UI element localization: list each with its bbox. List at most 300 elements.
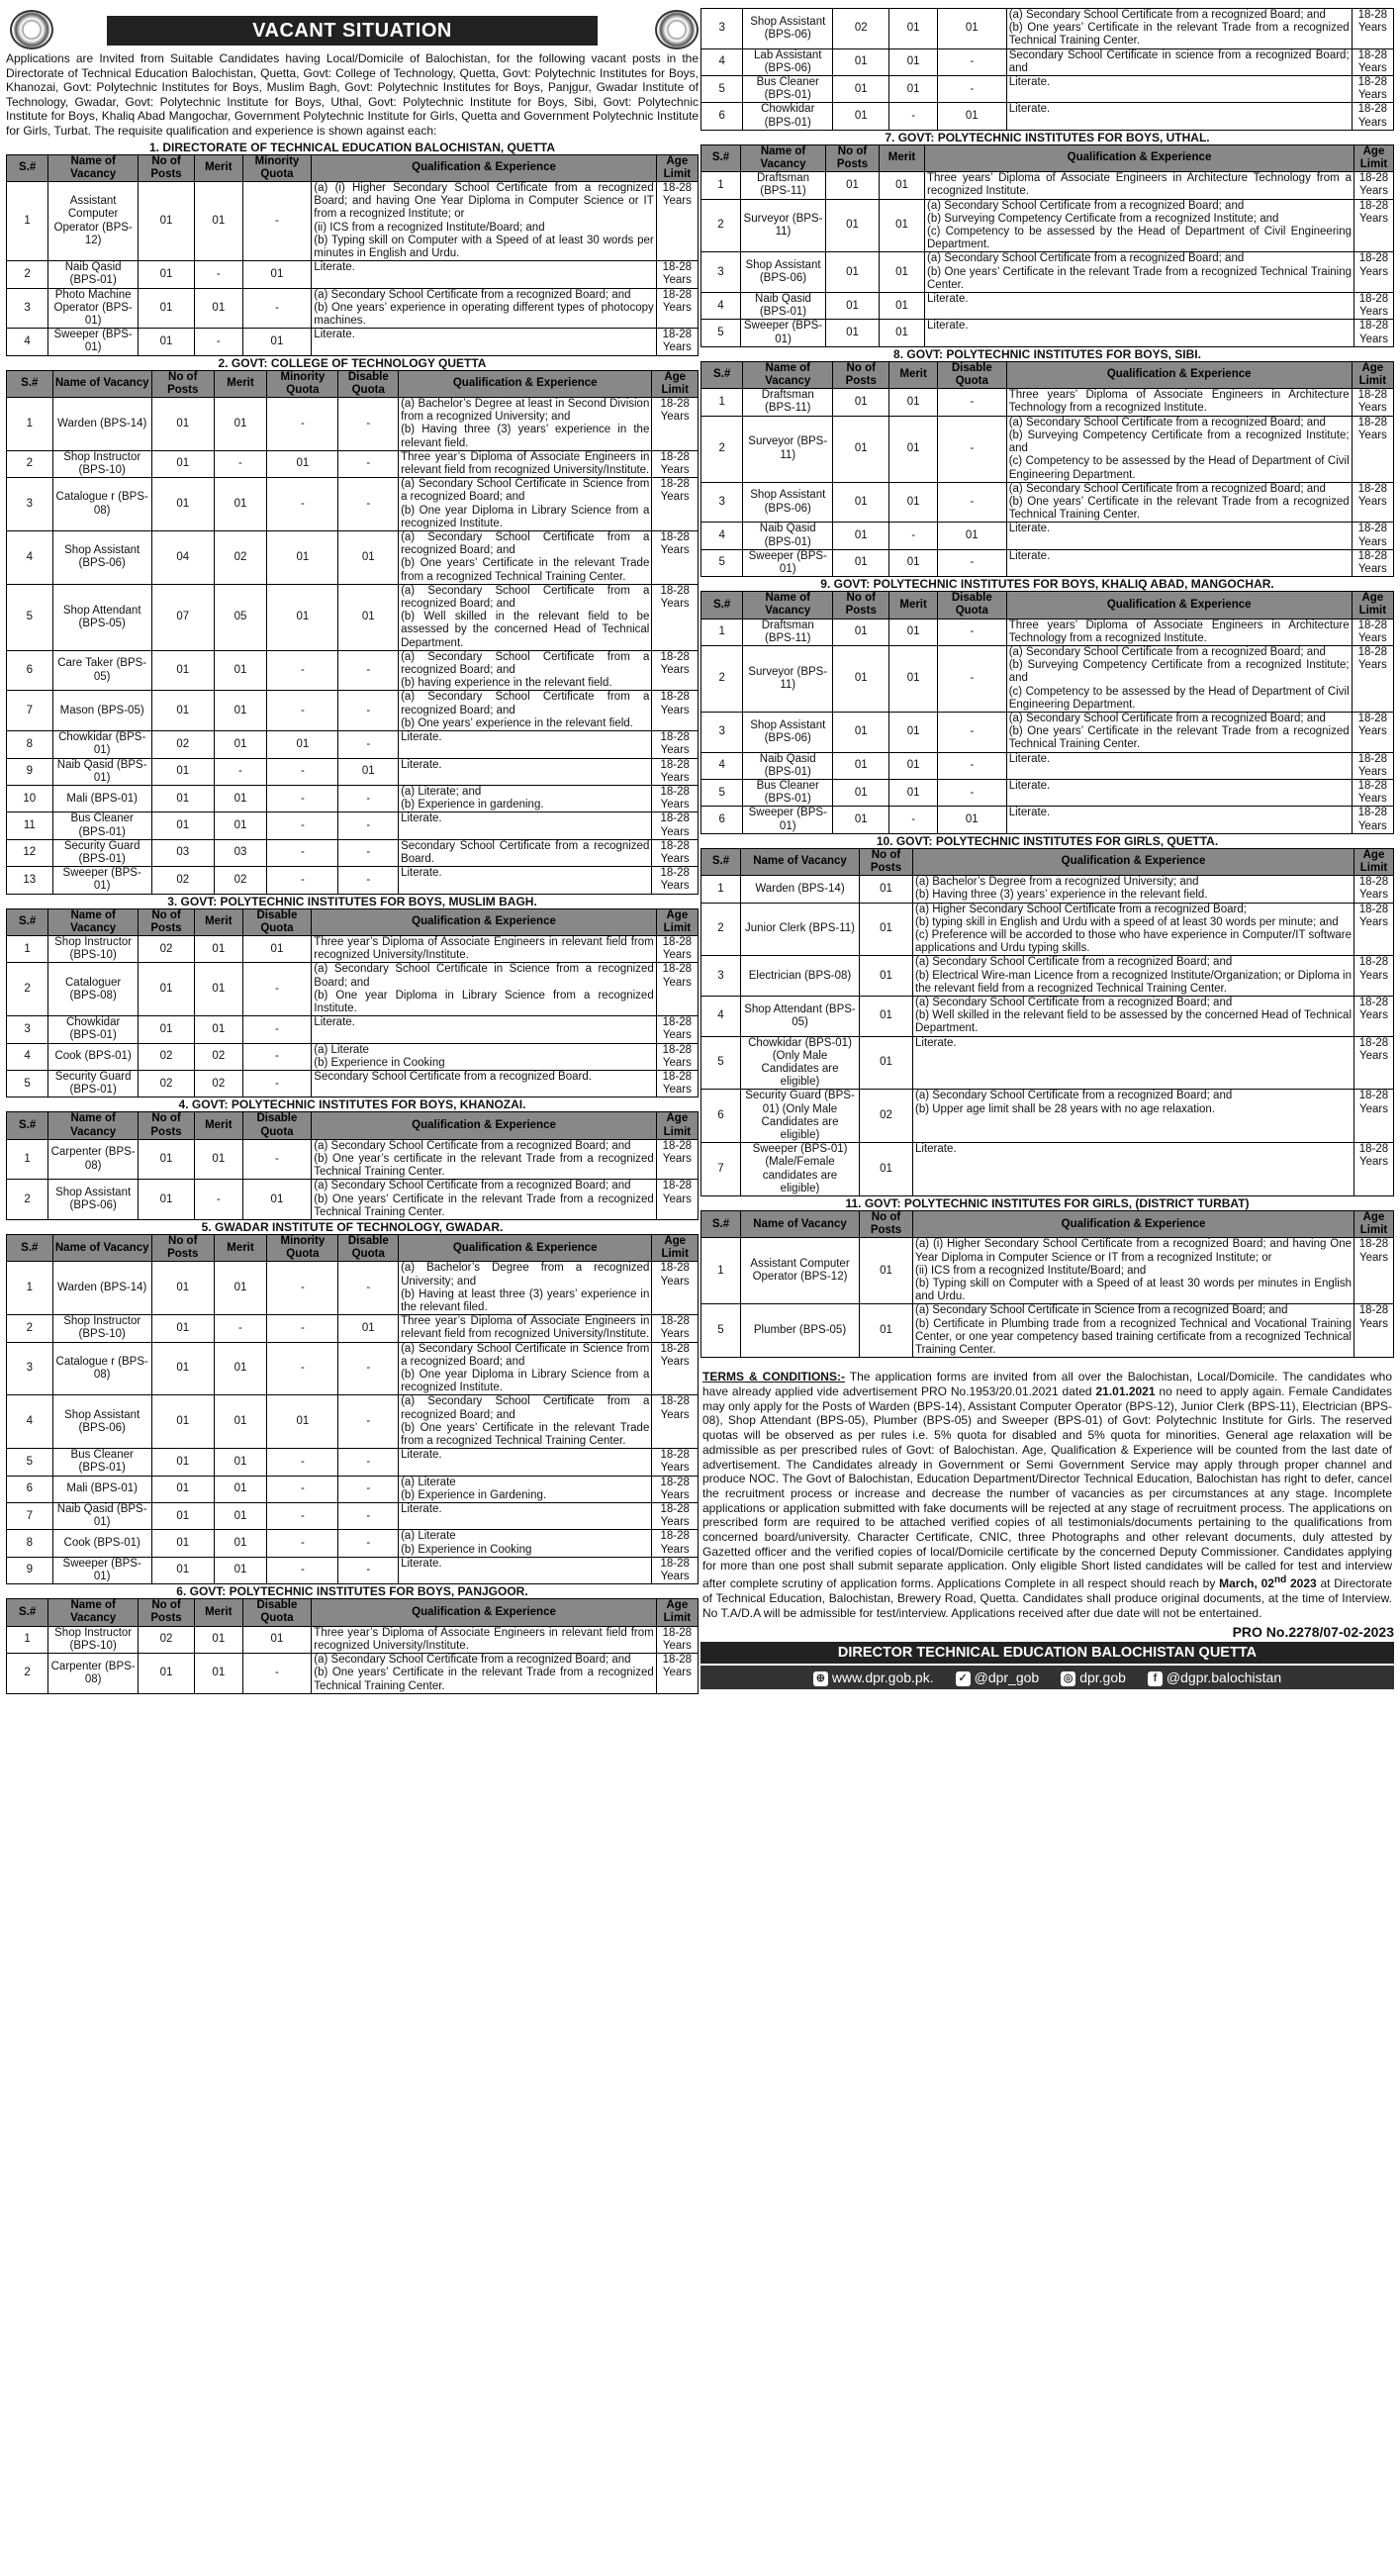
cell: -: [214, 758, 267, 785]
column-header: No of Posts: [139, 1112, 195, 1139]
column-header: Merit: [214, 1235, 267, 1262]
age-limit-cell: 18-28 Years: [1354, 252, 1394, 293]
cell: 01: [826, 252, 880, 293]
cell: -: [937, 645, 1006, 712]
cell: 01: [214, 1449, 267, 1476]
cell: 3: [7, 478, 53, 531]
age-limit-cell: 18-28 Years: [652, 867, 699, 894]
age-limit-cell: 18-28 Years: [1354, 293, 1394, 320]
column-header: Age Limit: [656, 908, 698, 935]
cell: 4: [7, 531, 53, 585]
cell: -: [338, 1449, 399, 1476]
cell: 01: [195, 963, 243, 1016]
section-title: 7. GOVT: POLYTECHNIC INSTITUTES FOR BOYS, UTHAL.: [885, 130, 1210, 144]
column-header: No of Posts: [860, 848, 913, 875]
cell: -: [937, 48, 1006, 75]
cell: -: [338, 867, 399, 894]
cell: 8: [7, 1530, 53, 1557]
cell: 01: [880, 172, 925, 199]
age-limit-cell: 18-28 Years: [656, 1070, 698, 1097]
column-header: Age Limit: [1354, 1211, 1394, 1238]
cell: 01: [889, 752, 938, 779]
table-row: [7, 758, 699, 785]
table-row: [701, 103, 1394, 130]
qualification-cell: Secondary School Certificate from a recognized Board.: [399, 839, 652, 866]
vacancy-name-cell: Care Taker (BPS-05): [52, 650, 151, 691]
cell: -: [242, 1070, 312, 1097]
column-header: Age Limit: [656, 1112, 698, 1139]
cell: 01: [889, 48, 938, 75]
section-title: 3. GOVT: POLYTECHNIC INSTITUTES FOR BOYS, MUSLIM BAGH.: [167, 894, 537, 908]
cell: -: [338, 785, 399, 811]
age-limit-cell: 18-28 Years: [652, 650, 699, 691]
age-limit-cell: 18-28 Years: [652, 839, 699, 866]
cell: 01: [937, 807, 1006, 833]
cell: 01: [214, 812, 267, 839]
table-row: [7, 1395, 699, 1449]
qualification-cell: (a) Secondary School Certificate from a recognized Board; and (b) Surveying Competency Certificate from a recognized Institute; and (c) Competency to be assessed by the Head of Department of Civil Engineering Department.: [1006, 645, 1352, 712]
vacancy-name-cell: Shop Assistant (BPS-06): [741, 252, 826, 293]
cell: 01: [151, 1530, 214, 1557]
qualification-cell: Three years’ Diploma of Associate Engineers in Architecture Technology from a recognized Institute.: [925, 172, 1354, 199]
cell: 1: [701, 389, 743, 416]
vacancy-name-cell: Draftsman (BPS-11): [743, 389, 833, 416]
age-limit-cell: 18-28 Years: [652, 812, 699, 839]
qualification-cell: (a) Secondary School Certificate in Science from a recognized Board; and (b) One year Diploma in Library Science from a recognized Institute.: [312, 963, 656, 1016]
qualification-cell: (a) Secondary School Certificate from a recognized Board; and (b) One year’s certificate in the relevant Trade from a recognized Technical Training Center.: [312, 1139, 656, 1180]
table-row: [7, 812, 699, 839]
column-header: Qualification & Experience: [312, 1599, 656, 1626]
cell: 01: [889, 645, 938, 712]
cell: 2: [7, 963, 48, 1016]
cell: 2: [701, 416, 743, 482]
table-row: [701, 389, 1394, 416]
column-header: No of Posts: [139, 1599, 195, 1626]
column-header: Qualification & Experience: [312, 154, 656, 181]
qualification-cell: Literate.: [399, 1449, 652, 1476]
cell: -: [267, 1262, 338, 1315]
table-row: [701, 199, 1394, 252]
cell: -: [338, 691, 399, 731]
age-limit-cell: 18-28 Years: [1352, 752, 1393, 779]
vacancy-table: [6, 154, 699, 356]
qualification-cell: (a) Secondary School Certificate in Science from a recognized Board; and (b) One year Diploma in Library Science from a recognized Institute.: [399, 1342, 652, 1395]
qualification-cell: Three years’ Diploma of Associate Engineers in Architecture Technology from a recognized Institute.: [1006, 389, 1352, 416]
column-header: Age Limit: [1352, 361, 1393, 388]
age-limit-cell: 18-28 Years: [1352, 9, 1393, 49]
age-limit-cell: 18-28 Years: [1354, 172, 1394, 199]
age-limit-cell: 18-28 Years: [652, 398, 699, 451]
column-header: Age Limit: [656, 1599, 698, 1626]
cell: 1: [701, 1238, 741, 1304]
cell: 4: [7, 1395, 53, 1449]
cell: 01: [151, 1557, 214, 1583]
age-limit-cell: 18-28 Years: [652, 478, 699, 531]
cell: -: [242, 181, 312, 260]
column-header: No of Posts: [139, 908, 195, 935]
cell: 04: [151, 531, 214, 585]
cell: 1: [7, 935, 48, 962]
cell: 5: [7, 584, 53, 650]
footer-facebook[interactable]: [1148, 1670, 1281, 1686]
age-limit-cell: 18-28 Years: [1352, 76, 1393, 103]
cell: 01: [860, 997, 913, 1037]
qualification-cell: (a) Secondary School Certificate from a recognized Board; and (b) One years’ Certificate in the relevant Trade from a recognized Technical Training Center.: [1006, 712, 1352, 752]
cell: 03: [214, 839, 267, 866]
vacancy-name-cell: Shop Assistant (BPS-06): [743, 482, 833, 523]
cell: 6: [701, 1090, 741, 1143]
terms-date-1: 21.01.2021: [1095, 1384, 1156, 1398]
cell: -: [338, 1262, 399, 1315]
qualification-cell: Secondary School Certificate from a recognized Board.: [312, 1070, 656, 1097]
age-limit-cell: 18-28 Years: [652, 584, 699, 650]
age-limit-cell: 18-28 Years: [1354, 1036, 1394, 1090]
cell: 05: [214, 584, 267, 650]
age-limit-cell: 18-28 Years: [1354, 320, 1394, 346]
vacancy-name-cell: Surveyor (BPS-11): [743, 645, 833, 712]
vacancy-name-cell: Sweeper (BPS-01): [741, 320, 826, 346]
table-row: [701, 252, 1394, 293]
column-header: Disable Quota: [937, 361, 1006, 388]
column-header: Age Limit: [656, 154, 698, 181]
cell: 2: [7, 1654, 48, 1694]
cell: 3: [701, 956, 741, 997]
cell: -: [267, 478, 338, 531]
cell: 1: [701, 619, 743, 645]
qualification-cell: Three year’s Diploma of Associate Engineers in relevant field from recognized University/Institute.: [399, 450, 652, 477]
table-row: [701, 1090, 1394, 1143]
deadline-suffix: nd: [1273, 1574, 1287, 1586]
column-header: Qualification & Experience: [399, 1235, 652, 1262]
cell: 01: [860, 1304, 913, 1358]
footer-twitter[interactable]: [956, 1670, 1040, 1686]
cell: 01: [139, 288, 195, 329]
vacancy-name-cell: Bus Cleaner (BPS-01): [52, 812, 151, 839]
cell: 01: [195, 1626, 243, 1653]
vacancy-name-cell: Sweeper (BPS-01): [743, 807, 833, 833]
age-limit-cell: 18-28 Years: [656, 963, 698, 1016]
column-header: Age Limit: [1354, 144, 1394, 171]
vacancy-name-cell: Naib Qasid (BPS-01): [741, 293, 826, 320]
footer-web[interactable]: [813, 1670, 934, 1686]
table-row: [701, 293, 1394, 320]
cell: 01: [860, 1238, 913, 1304]
facebook-icon: f: [1148, 1671, 1163, 1686]
vacancy-name-cell: Bus Cleaner (BPS-01): [743, 779, 833, 806]
qualification-cell: Literate.: [399, 758, 652, 785]
age-limit-cell: 18-28 Years: [652, 1503, 699, 1530]
vacancy-name-cell: Cook (BPS-01): [48, 1043, 139, 1070]
director-banner: DIRECTOR TECHNICAL EDUCATION BALOCHISTAN QUETTA: [700, 1642, 1394, 1664]
cell: 01: [889, 712, 938, 752]
age-limit-cell: 18-28 Years: [1354, 956, 1394, 997]
cell: -: [195, 329, 243, 355]
cell: 01: [267, 584, 338, 650]
deadline-year: 2023: [1286, 1576, 1317, 1591]
qualification-cell: (a) Secondary School Certificate from a recognized Board; and (b) having experience in the relevant field.: [399, 650, 652, 691]
cell: 01: [860, 956, 913, 997]
cell: -: [242, 963, 312, 1016]
cell: 01: [195, 1654, 243, 1694]
vacancy-table: [6, 1111, 699, 1220]
column-header: Name of Vacancy: [741, 1211, 860, 1238]
terms-heading: TERMS & CONDITIONS:-: [702, 1370, 845, 1384]
vacancy-name-cell: Cataloguer (BPS-08): [48, 963, 139, 1016]
qualification-cell: Literate.: [1006, 807, 1352, 833]
table-header-row: [7, 908, 699, 935]
qualification-cell: (a) Literate (b) Experience in Gardening.: [399, 1476, 652, 1502]
cell: -: [937, 619, 1006, 645]
age-limit-cell: 18-28 Years: [652, 1262, 699, 1315]
table-row: [7, 1476, 699, 1502]
cell: 3: [701, 252, 741, 293]
table-row: [7, 1503, 699, 1530]
age-limit-cell: 18-28 Years: [656, 1043, 698, 1070]
age-limit-cell: 18-28 Years: [1354, 876, 1394, 903]
cell: 01: [826, 293, 880, 320]
cell: 2: [7, 261, 48, 288]
qualification-cell: (a) Secondary School Certificate from a recognized Board; and (b) One years’ Certificate in the relevant Trade from a recognized Technical Training Center.: [399, 531, 652, 585]
age-limit-cell: 18-28 Years: [1352, 103, 1393, 130]
cell: -: [338, 398, 399, 451]
cell: 02: [151, 867, 214, 894]
cell: 01: [242, 1180, 312, 1220]
cell: 02: [214, 531, 267, 585]
vacancy-table: [700, 1210, 1394, 1358]
cell: 01: [889, 76, 938, 103]
footer-bar: [700, 1666, 1394, 1689]
table-row: [701, 956, 1394, 997]
column-header: Merit: [195, 1599, 243, 1626]
cell: -: [338, 1530, 399, 1557]
qualification-cell: (a) Secondary School Certificate from a recognized Board; and (b) Upper age limit shall be 28 years with no age relaxation.: [913, 1090, 1354, 1143]
column-header: Age Limit: [1352, 592, 1393, 619]
footer-instagram[interactable]: [1061, 1670, 1126, 1686]
cell: 01: [880, 293, 925, 320]
cell: 02: [139, 1626, 195, 1653]
age-limit-cell: 18-28 Years: [1354, 1304, 1394, 1358]
cell: 12: [7, 839, 53, 866]
qualification-cell: Three years’ Diploma of Associate Engineers in Architecture Technology from a recognized Institute.: [1006, 619, 1352, 645]
qualification-cell: (a) Secondary School Certificate from a recognized Board; and (b) Well skilled in the relevant field to be assessed by the concerned Head of Technical Department.: [399, 584, 652, 650]
vacancy-table: [700, 8, 1394, 131]
cell: 02: [214, 867, 267, 894]
table-header-row: [701, 1211, 1394, 1238]
table-row: [701, 9, 1394, 49]
column-header: Merit: [195, 1112, 243, 1139]
cell: 01: [151, 785, 214, 811]
vacancy-name-cell: Surveyor (BPS-11): [743, 416, 833, 482]
cell: 01: [860, 1143, 913, 1196]
table-row: [7, 1070, 699, 1097]
cell: -: [338, 450, 399, 477]
section-title: 5. GWADAR INSTITUTE OF TECHNOLOGY, GWADAR.: [201, 1220, 504, 1234]
column-header: Qualification & Experience: [399, 370, 652, 397]
cell: 01: [151, 812, 214, 839]
column-header: Qualification & Experience: [1006, 361, 1352, 388]
vacancy-name-cell: Chowkidar (BPS-01) (Only Male Candidates are eligible): [741, 1036, 860, 1090]
instagram-icon: ◎: [1061, 1671, 1075, 1686]
vacancy-name-cell: Chowkidar (BPS-01): [743, 103, 833, 130]
cell: 01: [889, 482, 938, 523]
vacancy-table: [6, 1234, 699, 1584]
age-limit-cell: 18-28 Years: [1352, 48, 1393, 75]
table-row: [701, 1304, 1394, 1358]
column-header: S.#: [701, 361, 743, 388]
cell: 01: [195, 288, 243, 329]
cell: 01: [139, 1654, 195, 1694]
vacancy-name-cell: Sweeper (BPS-01): [48, 329, 139, 355]
column-header: Merit: [889, 592, 938, 619]
table-row: [7, 531, 699, 585]
vacancy-name-cell: Shop Instructor (BPS-10): [48, 1626, 139, 1653]
vacancy-name-cell: Catalogue r (BPS-08): [52, 1342, 151, 1395]
vacancy-name-cell: Catalogue r (BPS-08): [52, 478, 151, 531]
table-row: [701, 997, 1394, 1037]
vacancy-table: [6, 1598, 699, 1693]
qualification-cell: Literate.: [399, 867, 652, 894]
cell: -: [338, 650, 399, 691]
cell: 01: [242, 1626, 312, 1653]
table-header-row: [7, 1112, 699, 1139]
column-header: S.#: [7, 1112, 48, 1139]
vacancy-name-cell: Junior Clerk (BPS-11): [741, 903, 860, 956]
cell: 01: [242, 935, 312, 962]
vacancy-table: [6, 908, 699, 1098]
balochistan-emblem-icon: [10, 10, 53, 49]
cell: -: [889, 523, 938, 549]
cell: 01: [880, 199, 925, 252]
cell: -: [338, 1395, 399, 1449]
cell: 01: [833, 549, 889, 576]
cell: 01: [214, 1262, 267, 1315]
age-limit-cell: 18-28 Years: [652, 450, 699, 477]
cell: 01: [214, 785, 267, 811]
cell: -: [267, 812, 338, 839]
cell: 01: [833, 103, 889, 130]
cell: -: [267, 1557, 338, 1583]
table-row: [701, 482, 1394, 523]
vacancy-name-cell: Assistant Computer Operator (BPS-12): [48, 181, 139, 260]
table-row: [7, 935, 699, 962]
qualification-cell: (a) Higher Secondary School Certificate from a recognized Board; (b) typing skill in English and Urdu with a speed of at least 30 words per minute; and (c) Preference will be accorded to those who have experience in Computer/IT software applications and Urdu typing skills.: [913, 903, 1354, 956]
qualification-cell: (a) Bachelor’s Degree at least in Second Division from a recognized University; and (b) Having three (3) years’ experience in the relevant field.: [399, 398, 652, 451]
cell: -: [338, 1557, 399, 1583]
age-limit-cell: 18-28 Years: [652, 1342, 699, 1395]
vacancy-name-cell: Security Guard (BPS-01): [52, 839, 151, 866]
age-limit-cell: 18-28 Years: [1354, 1143, 1394, 1196]
column-header: Qualification & Experience: [312, 1112, 656, 1139]
vacancy-name-cell: Shop Assistant (BPS-06): [52, 531, 151, 585]
table-row: [7, 1016, 699, 1043]
vacancy-name-cell: Mason (BPS-05): [52, 691, 151, 731]
cell: 7: [701, 1143, 741, 1196]
age-limit-cell: 18-28 Years: [1352, 549, 1393, 576]
qualification-cell: (a) Secondary School Certificate from a recognized Board; and (b) Surveying Competency Certificate from a recognized Institute; and (c) Competency to be assessed by the Head of Department of Civil Engineering Department.: [1006, 416, 1352, 482]
cell: -: [937, 482, 1006, 523]
column-header: Qualification & Experience: [312, 908, 656, 935]
section-title: 2. GOVT: COLLEGE OF TECHNOLOGY QUETTA: [218, 355, 487, 370]
terms-text-2: no need to apply again. Female Candidates may only apply for the Posts of Warden (BPS-14), Assistant Computer Operator (BPS-12), Junior Clerk (BPS-11), Electrician (BPS-08), Shop Attendant (BPS-05), Plumber (BPS-05) and Sweeper (BPS-01) of Govt: Polytechnic Institute for Girls. The reserved quotas will be observed as per rules i.e. 5% quota for disabled and 5% quota for minorities. General age relaxation will be admissible as per prescribed rules of Govt: of Balochistan. Age, Qualification & Experience will be counted from the last date of advertisement. The Candidates already in Government or Semi Government Service may apply through proper channel and produce NOC. The Govt of Balochistan, Education Department/Director Technical Education, Balochistan has right to defer, cancel the recruitment process or increase and decrease the number of vacancies as per circumstances at any stage. Incomplete applications or application submitted with fake documents will be rejected at any stage of recruitment process. The applications on prescribed form are required to be attached verified copies of all testimonials/documents pertaining to the qualifications from concerned board/university. Character Certificate, CNIC, three Photographs and other relevant documents, duly attested by Gazetted officer and the verified copies of local/Domicile certificate by the concerned Deputy Commissioner. Candidates applying for more than one post shall submit separate application. Only eligible Short listed candidates will be called for test and interview after complete scrutiny of application forms. Applications Complete in all respect should reach by: [702, 1384, 1392, 1591]
age-limit-cell: 18-28 Years: [1354, 1238, 1394, 1304]
qualification-cell: (a) Secondary School Certificate from a recognized Board; and (b) One years’ experience in operating different types of photocopy machines.: [312, 288, 656, 329]
cell: 5: [701, 549, 743, 576]
table-header-row: [7, 370, 699, 397]
age-limit-cell: 18-28 Years: [656, 1654, 698, 1694]
cell: -: [338, 839, 399, 866]
column-header: Age Limit: [652, 370, 699, 397]
cell: -: [267, 691, 338, 731]
cell: 01: [214, 478, 267, 531]
cell: 02: [139, 935, 195, 962]
cell: -: [267, 1342, 338, 1395]
qualification-cell: Three year’s Diploma of Associate Engineers in relevant field from recognized University/Institute.: [312, 935, 656, 962]
cell: -: [214, 1315, 267, 1342]
cell: 3: [701, 9, 743, 49]
cell: 01: [151, 758, 214, 785]
age-limit-cell: 18-28 Years: [652, 691, 699, 731]
cell: 7: [7, 1503, 53, 1530]
vacancy-name-cell: Naib Qasid (BPS-01): [48, 261, 139, 288]
vacancy-name-cell: Security Guard (BPS-01): [48, 1070, 139, 1097]
cell: 01: [860, 876, 913, 903]
cell: 01: [214, 650, 267, 691]
cell: 01: [151, 450, 214, 477]
column-header: S.#: [7, 370, 53, 397]
table-row: [7, 1043, 699, 1070]
cell: 01: [833, 752, 889, 779]
age-limit-cell: 18-28 Years: [1352, 416, 1393, 482]
vacancy-name-cell: Lab Assistant (BPS-06): [743, 48, 833, 75]
column-header: Minority Quota: [267, 1235, 338, 1262]
column-header: No of Posts: [151, 370, 214, 397]
vacancy-table: [6, 370, 699, 895]
qualification-cell: (a) Secondary School Certificate from a recognized Board; and (b) Electrical Wire-man Licence from a recognized Institute/Organization; or Diploma in the relevant field from a recognized Technical Training Center.: [913, 956, 1354, 997]
age-limit-cell: 18-28 Years: [1352, 712, 1393, 752]
age-limit-cell: 18-28 Years: [652, 731, 699, 758]
cell: 2: [7, 450, 53, 477]
cell: 6: [701, 807, 743, 833]
age-limit-cell: 18-28 Years: [652, 1315, 699, 1342]
column-header: Name of Vacancy: [743, 361, 833, 388]
vacancy-name-cell: Carpenter (BPS-08): [48, 1654, 139, 1694]
qualification-cell: Three year’s Diploma of Associate Engineers in relevant field from recognized University/Institute.: [312, 1626, 656, 1653]
cell: -: [889, 103, 938, 130]
age-limit-cell: 18-28 Years: [1352, 523, 1393, 549]
cell: 01: [139, 1016, 195, 1043]
cell: 1: [7, 181, 48, 260]
column-header: No of Posts: [826, 144, 880, 171]
cell: 01: [833, 712, 889, 752]
cell: 01: [151, 1503, 214, 1530]
column-header: Disable Quota: [338, 1235, 399, 1262]
table-row: [7, 1315, 699, 1342]
table-row: [7, 1139, 699, 1180]
column-header: Name of Vacancy: [48, 908, 139, 935]
cell: 01: [338, 584, 399, 650]
table-row: [7, 1449, 699, 1476]
column-header: Disable Quota: [242, 1112, 312, 1139]
terms-and-conditions: [700, 1370, 1394, 1620]
age-limit-cell: 18-28 Years: [1354, 997, 1394, 1037]
table-row: [7, 650, 699, 691]
qualification-cell: Secondary School Certificate in science from a recognized Board; and: [1006, 48, 1352, 75]
right-column: [700, 8, 1394, 1689]
qualification-cell: (a) Secondary School Certificate from a recognized Board; and (b) One years’ Certificate in the relevant Trade from a recognized Technical Training Center.: [1006, 9, 1352, 49]
vacancy-table: [700, 361, 1394, 577]
table-row: [701, 903, 1394, 956]
cell: 01: [195, 1139, 243, 1180]
